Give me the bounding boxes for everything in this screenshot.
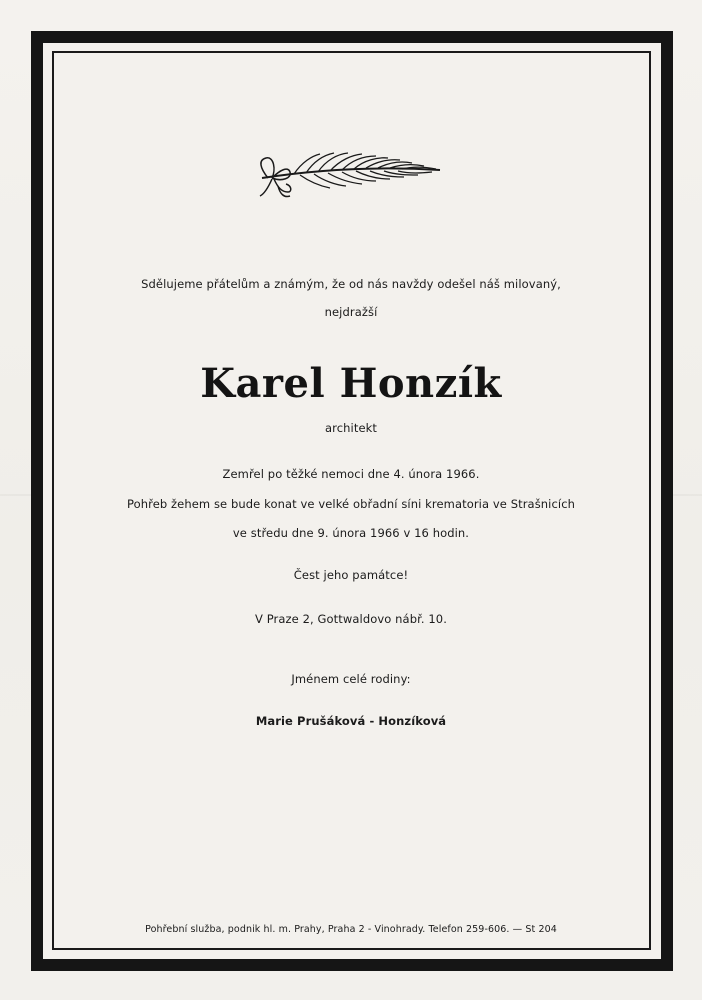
funeral-details: Pohřeb žehem se bude konat ve velké obřadní síni krematoria ve Strašnicích: [126, 497, 576, 511]
family-intro: Jménem celé rodiny:: [291, 672, 411, 686]
printer-footer: Pohřební služba, podnik hl. m. Prahy, Praha 2 - Vinohrady. Telefon 259-606. — St 204: [145, 924, 557, 935]
profession: architekt: [325, 421, 377, 435]
address-line: V Praze 2, Gottwaldovo nábř. 10.: [255, 612, 447, 626]
intro-line-2: nejdražší: [324, 305, 378, 319]
intro-line: Sdělujeme přátelům a známým, že od nás navždy odešel náš milovaný,: [141, 277, 561, 291]
deceased-name: Karel Honzík: [200, 360, 502, 407]
tribute-line: Čest jeho památce!: [293, 568, 409, 582]
palm-frond-icon: [254, 148, 444, 200]
family-signature: Marie Prušáková - Honzíková: [255, 714, 447, 728]
funeral-date: ve středu dne 9. února 1966 v 16 hodin.: [232, 526, 470, 540]
death-announcement: Zemřel po těžké nemoci dne 4. února 1966.: [222, 467, 480, 481]
